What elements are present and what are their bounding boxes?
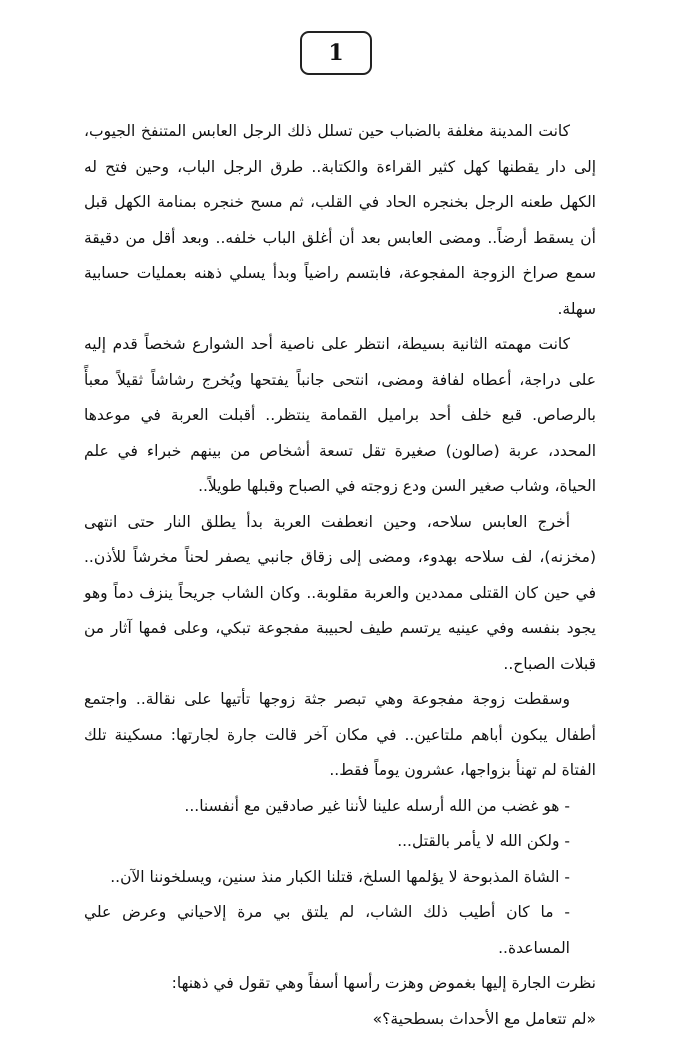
paragraph-2: كانت مهمته الثانية بسيطة، انتظر على ناصية أحد الشوارع شخصاً قدم إليه على دراجة، أعطاه لفافة ومضى، انتحى جانباً يفتحها ويُخرج رشاشاً ثقيلاً معبأً بالرصاص. قبع خلف أحد براميل القمامة ينتظر.. أقبلت العربة في موعدها المحدد، عربة (صالون) صغيرة تقل تسعة أشخاص من بينهم خبراء في علم الحياة، وشاب صغير السن ودع زوجته في الصباح وقبلها طويلاً.. [84,327,596,505]
dialogue-line-1: - هو غضب من الله أرسله علينا لأننا غير صادقين مع أنفسنا... [84,789,596,825]
dialogue-line-2: - ولكن الله لا يأمر بالقتل... [84,824,596,860]
dialogue-line-4: - ما كان أطيب ذلك الشاب، لم يلتق بي مرة إلاحياني وعرض علي المساعدة.. [84,895,596,966]
story-text [84,114,596,1037]
dialogue-line-3: - الشاة المذبوحة لا يؤلمها السلخ، قتلنا الكبار منذ سنين، ويسلخوننا الآن.. [84,860,596,896]
closing-quote: «لم تتعامل مع الأحداث بسطحية؟» [84,1002,596,1037]
page-number: 1 [300,31,372,75]
paragraph-3: أخرج العابس سلاحه، وحين انعطفت العربة بدأ يطلق النار حتى انتهى (مخزنه)، لف سلاحه بهدوء، ومضى إلى زقاق جانبي يصفر لحناً مخرشاً للأذن.. في حين كان القتلى ممددين والعربة مقلوبة.. وكان الشاب جريحاً ينزف دماً وهو يجود بنفسه وفي عينيه يرتسم طيف لحبيبة مفجوعة تبكي، وعلى فمها آثار من قبلات الصباح.. [84,505,596,683]
closing-line-1: نظرت الجارة إليها بغموض وهزت رأسها أسفاً وهي تقول في ذهنها: [84,966,596,1002]
paragraph-1: كانت المدينة مغلفة بالضباب حين تسلل ذلك الرجل العابس المتنفخ الجيوب، إلى دار يقطنها كهل كثير القراءة والكتابة.. طرق الرجل الباب، وحين فتح له الكهل طعنه الرجل بخنجره الحاد في القلب، ثم مسح خنجره بمنامة الكهل قبل أن يسقط أرضاً.. ومضى العابس بعد أن أغلق الباب خلفه.. وبعد أقل من دقيقة سمع صراخ الزوجة المفجوعة، فابتسم راضياً وبدأ يسلي ذهنه بعمليات حسابية سهلة. [84,114,596,327]
paragraph-4: وسقطت زوجة مفجوعة وهي تبصر جثة زوجها تأتيها على نقالة.. واجتمع أطفال يبكون أباهم ملتاعين.. في مكان آخر قالت جارة لجارتها: مسكينة تلك الفتاة لم تهنأ بزواجها، عشرون يوماً فقط.. [84,682,596,789]
